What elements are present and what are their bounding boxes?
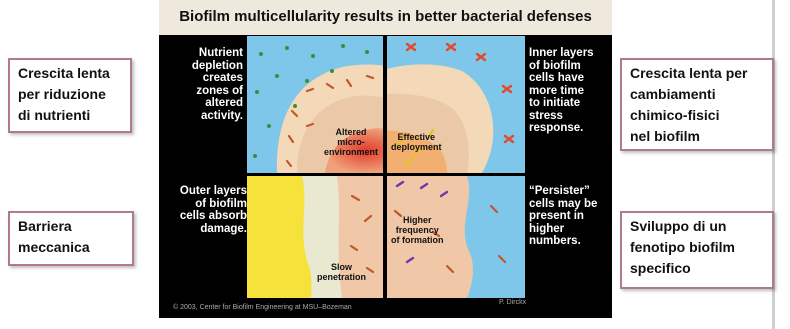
slow-penetration-label: Slow penetration <box>317 262 367 282</box>
nutrient-depletion-caption: Nutrient depletion creates zones of altered activity. <box>191 47 243 122</box>
outer-layers-caption: Outer layers of biofilm cells absorb damage. <box>179 185 247 235</box>
altered-microenvironment-label: Altered micro- environment <box>324 127 379 157</box>
callout-slow-growth-chemical: Crescita lenta per cambiamenti chimico-fisici nel biofilm <box>620 58 774 151</box>
biofilm-illustration <box>247 36 525 298</box>
persister-cells-caption: “Persister” cells may be present in higher numbers. <box>529 185 598 247</box>
figure-title: Biofilm multicellularity results in better bacterial defenses <box>159 0 612 35</box>
higher-frequency-label: Higher frequency of formation <box>391 215 444 245</box>
copyright-credit: © 2003, Center for Biofilm Engineering at MSU–Bozeman <box>173 304 352 311</box>
quadrant-stress-response <box>367 36 525 173</box>
inner-layers-caption: Inner layers of biofilm cells have more time to initiate stress response. <box>529 47 594 134</box>
biofilm-figure <box>159 0 612 318</box>
effective-deployment-label: Effective deployment <box>391 132 442 152</box>
artist-credit: P. Dirckx <box>499 299 527 306</box>
callout-mechanical-barrier: Barriera meccanica <box>8 211 134 266</box>
callout-specific-phenotype: Sviluppo di un fenotipo biofilm specifico <box>620 211 774 289</box>
callout-slow-growth-nutrients: Crescita lenta per riduzione di nutrienti <box>8 58 132 133</box>
